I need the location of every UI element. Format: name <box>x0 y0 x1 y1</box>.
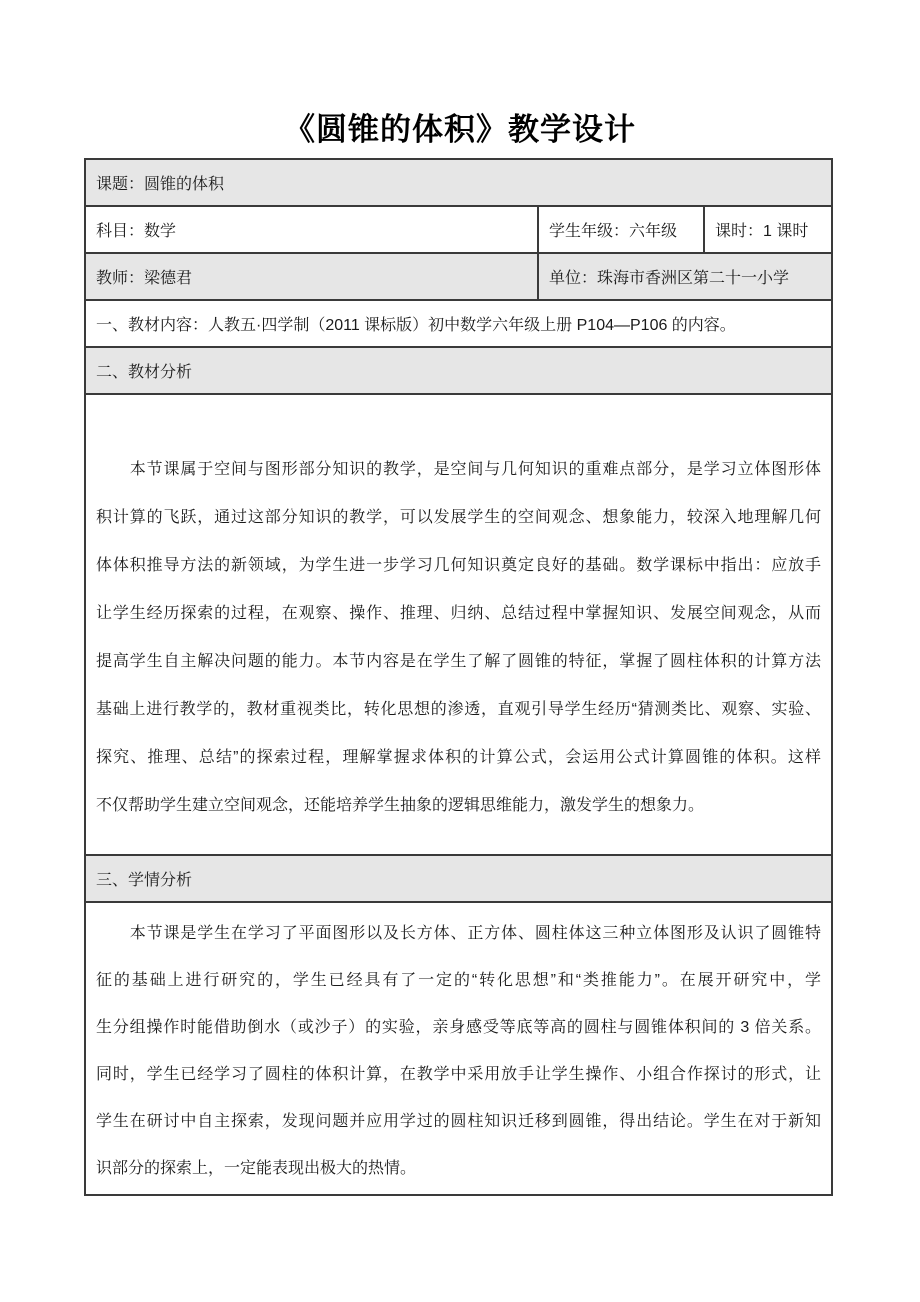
row-teacher-unit <box>85 253 832 300</box>
topic-cell: 课题：圆锥的体积 <box>85 159 832 206</box>
unit-cell: 单位：珠海市香洲区第二十一小学 <box>538 253 832 300</box>
row-learner-analysis-body <box>85 902 832 1195</box>
material-analysis-paragraph-cell <box>85 394 832 855</box>
row-material-analysis-header <box>85 347 832 394</box>
paragraph-line: 生分组操作时能借助倒水（或沙子）的实验，亲身感受等底等高的圆柱与圆锥体积间的 3 倍关系。 <box>96 1019 822 1036</box>
paragraph-line: 体体积推导方法的新领域，为学生进一步学习几何知识奠定良好的基础。数学课标中指出：应放手 <box>96 556 822 574</box>
row-material-analysis-body <box>85 394 832 855</box>
teaching-design-table <box>84 158 833 1196</box>
learner-analysis-paragraph <box>96 910 821 1192</box>
paragraph-line: 让学生经历探索的过程，在观察、操作、推理、归纳、总结过程中掌握知识、发展空间观念，从而 <box>96 604 822 622</box>
paragraph-line: 本节课属于空间与图形部分知识的教学，是空间与几何知识的重难点部分，是学习立体图形体 <box>96 460 822 478</box>
paragraph-line: 学生在研讨中自主探索，发现问题并应用学过的圆柱知识迁移到圆锥，得出结论。学生在对于新知 <box>96 1113 822 1130</box>
material-analysis-paragraph <box>96 446 821 830</box>
row-learner-analysis-header <box>85 855 832 902</box>
period-cell: 课时：1 课时 <box>704 206 832 253</box>
paragraph-line: 本节课是学生在学习了平面图形以及长方体、正方体、圆柱体这三种立体图形及认识了圆锥特 <box>96 925 822 942</box>
learner-analysis-header-cell: 三、学情分析 <box>85 855 832 902</box>
row-material-content <box>85 300 832 347</box>
paragraph-line: 积计算的飞跃，通过这部分知识的教学，可以发展学生的空间观念、想象能力，较深入地理解几何 <box>96 508 822 526</box>
grade-cell: 学生年级：六年级 <box>538 206 704 253</box>
paragraph-line: 探究、推理、总结”的探索过程，理解掌握求体积的计算公式，会运用公式计算圆锥的体积。这样 <box>96 748 822 766</box>
row-subject-grade-period <box>85 206 832 253</box>
material-analysis-header-cell: 二、教材分析 <box>85 347 832 394</box>
paragraph-line: 同时，学生已经学习了圆柱的体积计算，在教学中采用放手让学生操作、小组合作探讨的形式，让 <box>96 1066 822 1083</box>
paragraph-line: 基础上进行教学的，教材重视类比，转化思想的渗透，直观引导学生经历“猜测类比、观察、实验、 <box>96 700 822 718</box>
material-content-cell: 一、教材内容：人教五·四学制（2011 课标版）初中数学六年级上册 P104—P106 的内容。 <box>85 300 832 347</box>
teacher-cell: 教师：梁德君 <box>85 253 538 300</box>
paragraph-line: 识部分的探索上，一定能表现出极大的热情。 <box>96 1160 417 1177</box>
subject-cell: 科目：数学 <box>85 206 538 253</box>
paragraph-line: 不仅帮助学生建立空间观念，还能培养学生抽象的逻辑思维能力，激发学生的想象力。 <box>96 796 705 814</box>
paragraph-line: 征的基础上进行研究的，学生已经具有了一定的“转化思想”和“类推能力”。在展开研究中，学 <box>96 972 822 989</box>
page-title: 《圆锥的体积》教学设计 <box>284 112 636 147</box>
learner-analysis-paragraph-cell <box>85 902 832 1195</box>
paragraph-line: 提高学生自主解决问题的能力。本节内容是在学生了解了圆锥的特征，掌握了圆柱体积的计算方法 <box>96 652 822 670</box>
row-topic <box>85 159 832 206</box>
